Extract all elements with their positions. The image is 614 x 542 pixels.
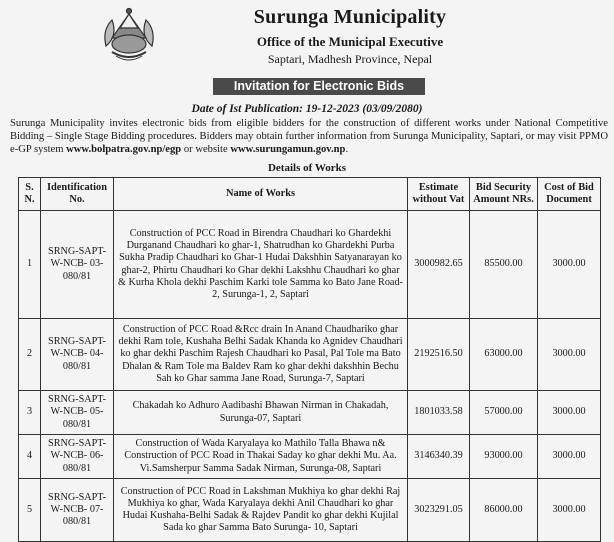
works-table (18, 177, 601, 542)
header-sn: S. N. (19, 178, 41, 211)
cell-bid-security: 63000.00 (470, 319, 538, 391)
table-row (19, 391, 601, 435)
intro-text-1: Surunga Municipality invites electronic bids from eligible bidders for the construction of different works under National Competitive Bidding – Single Stage Bidding procedures. Bidders may obtain further information from Surunga Municipality, Saptari, or may visit PPMO e-GP system (10, 118, 608, 155)
publication-date: Date of Ist Publication: 19-12-2023 (03/09/2080) (191, 103, 423, 115)
cell-identification: SRNG-SAPT-W-NCB- 04-080/81 (41, 319, 114, 391)
cell-estimate: 3000982.65 (408, 211, 470, 319)
website-url-link[interactable]: www.surungamun.gov.np (230, 144, 346, 155)
cell-estimate: 1801033.58 (408, 391, 470, 435)
cell-bid-security: 93000.00 (470, 435, 538, 479)
cell-bid-security: 57000.00 (470, 391, 538, 435)
organization-name: Surunga Municipality (253, 6, 447, 28)
cell-estimate: 3146340.39 (408, 435, 470, 479)
cell-estimate: 2192516.50 (408, 319, 470, 391)
office-location: Saptari, Madhesh Province, Nepal (267, 52, 433, 66)
header-bid-security: Bid Security Amount NRs. (470, 178, 538, 211)
cell-name-of-works: Construction of PCC Road &Rcc drain In Anand Chaudhariko ghar dekhi Ram tole, Kushaha Belhi Sadak Khanda ko Agnidev Chaudhari ko ghar dekhi Paschim Rajesh Chaudhari ko Pasal, Pal Tole ma Bato Dhalan & Ram Tole ma Baldev Ram ko ghar dekhi dakshhin Bechu Sah ko Ghar samma Jane Road, Surunga-7, Saptari (114, 319, 408, 391)
cell-identification: SRNG-SAPT-W-NCB- 03-080/81 (41, 211, 114, 319)
cell-name-of-works: Construction of PCC Road in Lakshman Mukhiya ko ghar dekhi Raj Mukhiya ko ghar, Wada Karyalaya dekhi Anil Chaudhari ko ghar Hudai Kushaha-Belhi Sadak & Rajdev Pandit ko ghar dekhi Kujilal Sada ko ghar Samma Bato Surunga- 10, Saptari (114, 479, 408, 542)
cell-sn: 2 (19, 319, 41, 391)
cell-estimate: 3023291.05 (408, 479, 470, 542)
cell-name-of-works: Construction of PCC Road in Birendra Chaudhari ko Ghardekhi Durganand Chaudhari ko ghar-1, Shatrudhan ko Ghardekhi Purba Sukha Pradip Chaudhari ko Ghar-1 Hudai Dakshhin Satyanarayan ko ghar-2, Phirtu Chaudhari ko Ghar dekhi Lakshhu Chaudhari ko ghar & Kurha Khola dekhi Paschim Karki tole Samma ko Bato Jane Road-2, Surunga-1, 2, Saptari (114, 211, 408, 319)
office-name: Office of the Municipal Executive (256, 34, 444, 49)
header-name-of-works: Name of Works (114, 178, 408, 211)
table-row (19, 435, 601, 479)
table-row (19, 319, 601, 391)
table-header-row (19, 178, 601, 211)
cell-cost-of-bid: 3000.00 (538, 391, 601, 435)
cell-cost-of-bid: 3000.00 (538, 435, 601, 479)
cell-sn: 3 (19, 391, 41, 435)
cell-cost-of-bid: 3000.00 (538, 319, 601, 391)
egp-url-link[interactable]: www.bolpatra.gov.np/egp (66, 144, 182, 155)
cell-bid-security: 85500.00 (470, 211, 538, 319)
notice-title-banner: Invitation for Electronic Bids (213, 78, 425, 95)
cell-name-of-works: Chakadah ko Adhuro Aadibashi Bhawan Nirman in Chakadah, Surunga-07, Saptari (114, 391, 408, 435)
details-title: Details of Works (267, 162, 347, 174)
intro-paragraph (10, 117, 608, 156)
cell-name-of-works: Construction of Wada Karyalaya ko Mathilo Talla Bhawa n& Construction of PCC Road in Thakai Saday ko ghar dekhi Mu. Aa. Vi.Samsherpur Samma Sadak Nirman, Surunga-08, Saptari (114, 435, 408, 479)
cell-sn: 4 (19, 435, 41, 479)
intro-text-3: . (345, 144, 349, 155)
cell-identification: SRNG-SAPT-W-NCB- 05-080/81 (41, 391, 114, 435)
cell-identification: SRNG-SAPT-W-NCB- 06-080/81 (41, 435, 114, 479)
table-row (19, 479, 601, 542)
intro-text-2: or website (181, 144, 231, 155)
cell-identification: SRNG-SAPT-W-NCB- 07-080/81 (41, 479, 114, 542)
table-row (19, 211, 601, 319)
header-identification: Identification No. (41, 178, 114, 211)
header-estimate: Estimate without Vat (408, 178, 470, 211)
cell-sn: 1 (19, 211, 41, 319)
cell-bid-security: 86000.00 (470, 479, 538, 542)
cell-cost-of-bid: 3000.00 (538, 479, 601, 542)
header-cost-of-bid: Cost of Bid Document (538, 178, 601, 211)
cell-sn: 5 (19, 479, 41, 542)
cell-cost-of-bid: 3000.00 (538, 211, 601, 319)
